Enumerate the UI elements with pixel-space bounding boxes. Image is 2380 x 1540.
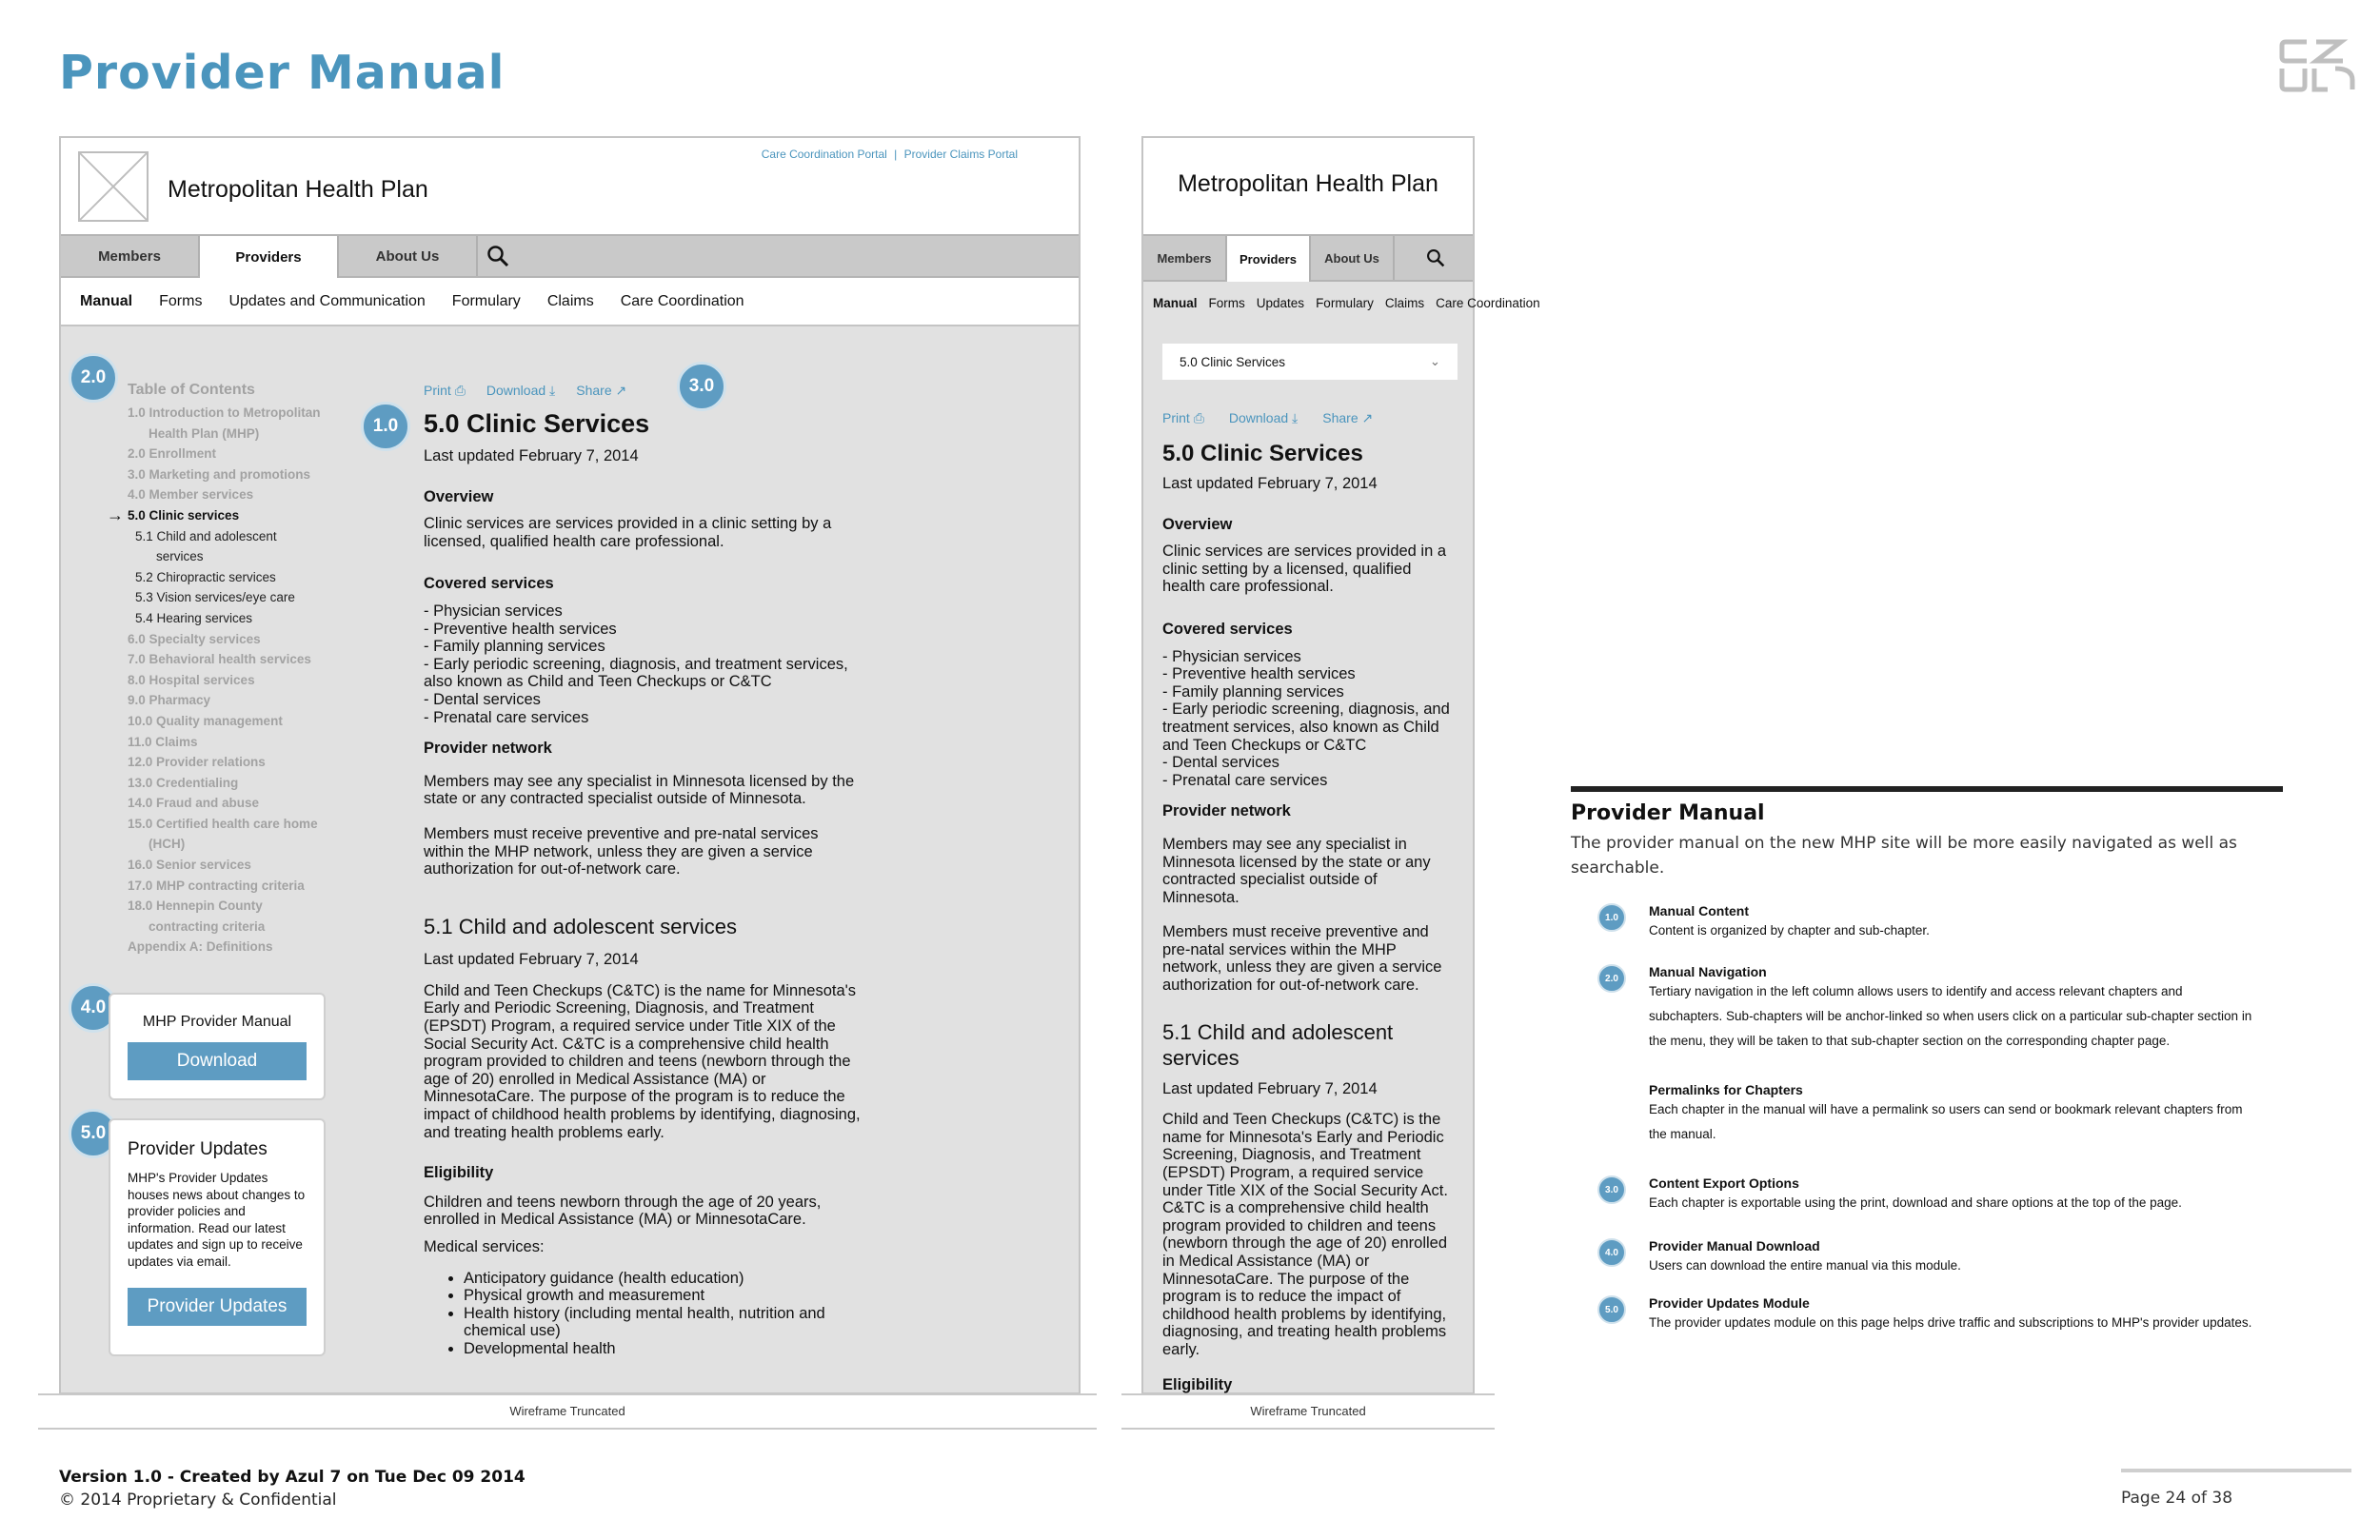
subnav-claims[interactable]: Claims	[1384, 295, 1425, 310]
mobile-primary-tabs	[1143, 234, 1473, 282]
list-item: • Physical growth and measurement	[464, 1287, 862, 1305]
note-item	[1571, 1238, 2256, 1278]
subnav-updates[interactable]: Updates and Communication	[228, 292, 426, 309]
print-link[interactable]: Print ⎙	[424, 383, 466, 398]
toc-item[interactable]: 5.3 Vision services/eye care	[135, 590, 295, 605]
ctc-text: Child and Teen Checkups (C&TC) is the name for Minnesota's Early and Periodic Screening, Diagnosis, and Treatment (EPSDT) Program, a required service under Title XIX of the Social Security Act. C&TC is a comprehensive child health program provided to children and teens (newborn through the age of 20) enrolled in Medical Assistance (MA) or MinnesotaCare. The purpose of the program is to reduce the impact of childhood health problems by identifying, diagnosing, and treating health problems early.	[1162, 1111, 1448, 1358]
note-item	[1571, 1175, 2256, 1215]
last-updated: Last updated February 7, 2014	[1162, 475, 1378, 492]
share-icon: ↗	[1361, 410, 1374, 425]
toc-item[interactable]: 4.0 Member services	[128, 487, 254, 503]
subnav-manual[interactable]: Manual	[1153, 295, 1198, 310]
toc-item[interactable]: Health Plan (MHP)	[149, 425, 260, 441]
eligibility-heading: Eligibility	[1162, 1375, 1233, 1393]
note-item	[1571, 1295, 2256, 1335]
note-callout: 1.0	[1597, 903, 1626, 932]
download-icon: ⤓	[549, 383, 556, 398]
cz-ul-logo-icon	[2278, 38, 2354, 93]
mobile-tab-about-us[interactable]: About Us	[1311, 236, 1395, 280]
covered-list	[1162, 648, 1458, 790]
page-title: Provider Manual	[59, 46, 506, 100]
overview-heading: Overview	[424, 487, 494, 505]
logo-placeholder	[78, 151, 149, 222]
toc-item[interactable]: 11.0 Claims	[128, 734, 198, 749]
share-link[interactable]: Share ↗	[576, 383, 627, 398]
share-link[interactable]: Share ↗	[1322, 410, 1374, 425]
download-link[interactable]: Download ⤓	[486, 383, 556, 398]
toc-item[interactable]: 5.2 Chiropractic services	[135, 569, 276, 584]
list-item: - Family planning services	[424, 638, 605, 656]
toc-item[interactable]: 6.0 Specialty services	[128, 631, 261, 646]
arrow-right-icon: →	[107, 504, 124, 524]
note-text: Each chapter in the manual will have a permalink so users can send or bookmark relevant chapters from the manual.	[1649, 1102, 2243, 1141]
download-link[interactable]: Download ⤓	[1228, 410, 1299, 425]
manual-download-button[interactable]: Download	[128, 1042, 307, 1080]
toc-item[interactable]: contracting criteria	[149, 918, 266, 934]
subnav-formulary[interactable]: Formulary	[1316, 295, 1374, 310]
eligibility-text: Children and teens newborn through the age of 20 years, enrolled in Medical Assistance (MA) or MinnesotaCare.	[424, 1193, 822, 1229]
subnav-forms[interactable]: Forms	[1208, 295, 1245, 310]
toc-item[interactable]: 10.0 Quality management	[128, 713, 283, 728]
toc-item[interactable]: 16.0 Senior services	[128, 858, 251, 873]
mobile-wireframe	[1141, 136, 1540, 1394]
list-item: - Dental services	[424, 690, 541, 708]
download-icon: ⤓	[1292, 410, 1299, 425]
provider-claims-portal-link[interactable]: Provider Claims Portal	[903, 148, 1018, 161]
site-header	[61, 138, 1079, 236]
note-callout: 2.0	[1597, 964, 1626, 993]
callout-2-0: 2.0	[69, 353, 118, 403]
note-callout: 5.0	[1597, 1295, 1626, 1324]
toc-item[interactable]: 5.1 Child and adolescent	[135, 528, 277, 543]
overview-text: Clinic services are services provided in a clinic setting by a licensed, qualified health care professional.	[1162, 543, 1447, 596]
note-heading: Provider Updates Module	[1649, 1295, 1810, 1311]
toc-item[interactable]: 13.0 Credentialing	[128, 775, 239, 790]
mobile-tab-providers[interactable]: Providers	[1227, 236, 1311, 282]
version-info: Version 1.0 - Created by Azul 7 on Tue Dec 09 2014	[59, 1468, 526, 1487]
utility-links	[762, 148, 1018, 161]
chapter-heading: 5.0 Clinic Services	[1162, 441, 1363, 466]
chapter-select[interactable]	[1162, 344, 1458, 380]
subnav-claims[interactable]: Claims	[546, 292, 594, 309]
callout-3-0: 3.0	[677, 362, 726, 411]
list-item: - Preventive health services	[424, 620, 617, 638]
toc-item[interactable]: 9.0 Pharmacy	[128, 693, 211, 708]
notes-title: Provider Manual	[1571, 801, 1765, 825]
toc-item[interactable]: 14.0 Fraud and abuse	[128, 796, 260, 811]
list-item: - Family planning services	[1162, 682, 1344, 701]
footer-rule	[2121, 1469, 2351, 1472]
note-heading: Content Export Options	[1649, 1175, 1799, 1191]
medical-services-list	[464, 1270, 862, 1358]
print-icon: ⎙	[454, 383, 466, 398]
network-heading: Provider network	[424, 740, 552, 758]
toc-item[interactable]: 3.0 Marketing and promotions	[128, 466, 311, 482]
provider-updates-module	[109, 1118, 326, 1356]
chapter-heading: 5.0 Clinic Services	[424, 409, 650, 438]
note-callout: 4.0	[1597, 1238, 1626, 1267]
overview-heading: Overview	[1162, 515, 1233, 533]
tab-about-us[interactable]: About Us	[339, 236, 478, 276]
list-item: - Early periodic screening, diagnosis, and treatment services, also known as Child and Teen Checkups or C&TC	[424, 655, 848, 691]
network-text-2: Members must receive preventive and pre-natal services within the MHP network, unless they are given a service authorization for out-of-network care.	[424, 824, 819, 879]
chapter-select-value: 5.0 Clinic Services	[1180, 354, 1286, 369]
manual-content	[424, 409, 862, 1358]
ctc-text: Child and Teen Checkups (C&TC) is the name for Minnesota's Early and Periodic Screening, Diagnosis, and Treatment (EPSDT) Program, a required service under Title XIX of the Social Security Act. C&TC is a comprehensive child health program provided to children and teens (newborn through the age of 20) enrolled in Medical Assistance (MA) or MinnesotaCare. The purpose of the program is to reduce the impact of childhood health problems by identifying, diagnosing, and treating health problems early.	[424, 981, 861, 1141]
toc-item[interactable]: 17.0 MHP contracting criteria	[128, 878, 305, 893]
list-item: - Dental services	[1162, 754, 1279, 772]
toc-item[interactable]: 18.0 Hennepin County	[128, 898, 263, 914]
toc-item[interactable]: 12.0 Provider relations	[128, 755, 266, 770]
share-icon: ↗	[615, 383, 627, 398]
subnav-formulary[interactable]: Formulary	[451, 292, 521, 309]
site-brand[interactable]: Metropolitan Health Plan	[168, 176, 428, 203]
mobile-brand[interactable]: Metropolitan Health Plan	[1178, 170, 1438, 197]
provider-updates-button[interactable]: Provider Updates	[128, 1288, 307, 1326]
note-item	[1571, 1082, 2256, 1147]
search-icon	[486, 245, 509, 267]
toc-item-current[interactable]: 5.0 Clinic services →	[107, 504, 240, 524]
notes-intro: The provider manual on the new MHP site will be more easily navigated as well as searchable.	[1571, 834, 2237, 878]
callout-4-0: 4.0	[69, 983, 118, 1033]
tertiary-nav	[61, 278, 1079, 326]
tab-providers[interactable]: Providers	[200, 236, 339, 278]
list-item: - Prenatal care services	[424, 708, 589, 726]
toc-item[interactable]: 8.0 Hospital services	[128, 672, 255, 687]
note-item	[1571, 903, 2256, 943]
subchapter-heading: 5.1 Child and adolescent services	[1162, 1019, 1394, 1070]
subchapter-heading: 5.1 Child and adolescent services	[424, 914, 737, 938]
network-text-1: Members may see any specialist in Minnesota licensed by the state or any contracted specialist outside of Minnesota.	[1162, 835, 1431, 906]
covered-list	[424, 602, 862, 726]
toc-item[interactable]: services	[156, 549, 204, 564]
mobile-manual-content	[1162, 441, 1458, 1393]
mobile-tab-members[interactable]: Members	[1143, 236, 1227, 280]
utility-separator: |	[894, 148, 898, 161]
notes-list	[1571, 903, 2294, 1335]
manual-download-module	[109, 993, 326, 1100]
last-updated: Last updated February 7, 2014	[424, 447, 639, 464]
list-item: - Physician services	[424, 602, 563, 620]
toc-item[interactable]: 1.0 Introduction to Metropolitan	[128, 405, 321, 420]
manual-module-title: MHP Provider Manual	[142, 1014, 292, 1030]
page-number: Page 24 of 38	[2121, 1489, 2233, 1508]
chevron-down-icon: ⌄	[1429, 354, 1440, 368]
list-item: - Preventive health services	[1162, 665, 1356, 683]
last-updated-2: Last updated February 7, 2014	[1162, 1079, 1378, 1097]
list-item: - Physician services	[1162, 647, 1301, 665]
updates-module-title: Provider Updates	[128, 1139, 268, 1159]
list-item: - Prenatal care services	[1162, 771, 1328, 789]
note-item	[1571, 964, 2256, 1054]
toc-title: Table of Contents	[128, 382, 255, 398]
toc-item[interactable]: Appendix A: Definitions	[128, 939, 273, 955]
callout-1-0: 1.0	[361, 402, 410, 451]
last-updated-2: Last updated February 7, 2014	[424, 951, 639, 969]
callout-5-0: 5.0	[69, 1109, 118, 1158]
note-text: Each chapter is exportable using the print, download and share options at the top of the page.	[1649, 1195, 2182, 1210]
updates-module-body: MHP's Provider Updates houses news about changes to provider policies and information. Read our latest updates and sign up to receive updates via email.	[128, 1171, 306, 1269]
print-icon: ⎙	[1193, 410, 1204, 425]
subnav-care-coordination[interactable]: Care Coordination	[620, 292, 744, 309]
subnav-forms[interactable]: Forms	[159, 292, 203, 309]
toc-item[interactable]: 15.0 Certified health care home	[128, 816, 318, 831]
desktop-wireframe	[59, 136, 1081, 1394]
subnav-updates[interactable]: Updates	[1256, 295, 1305, 310]
network-heading: Provider network	[1162, 802, 1291, 820]
search-button[interactable]	[478, 236, 518, 276]
care-coordination-portal-link[interactable]: Care Coordination Portal	[761, 148, 887, 161]
tab-members[interactable]: Members	[61, 236, 200, 276]
note-text: Content is organized by chapter and sub-chapter.	[1649, 923, 1930, 938]
mobile-search-button[interactable]	[1395, 236, 1477, 280]
note-text: The provider updates module on this page helps drive traffic and subscriptions to MHP's provider updates.	[1649, 1315, 2252, 1330]
list-item: • Developmental health	[464, 1340, 862, 1358]
notes-divider	[1571, 786, 2283, 792]
mobile-truncated-label: Wireframe Truncated	[1121, 1393, 1495, 1430]
note-heading: Provider Manual Download	[1649, 1238, 1820, 1254]
medical-services-heading: Medical services:	[424, 1238, 545, 1255]
list-item: • Anticipatory guidance (health education)	[464, 1270, 862, 1288]
table-of-contents	[107, 403, 337, 958]
toc-item[interactable]: 7.0 Behavioral health services	[128, 652, 311, 667]
network-text-2: Members must receive preventive and pre-natal services within the MHP network, unless they are given a service authorization for out-of-network care.	[1162, 923, 1442, 995]
export-actions	[424, 383, 626, 399]
covered-heading: Covered services	[1162, 620, 1293, 638]
covered-heading: Covered services	[424, 575, 554, 593]
note-text: Tertiary navigation in the left column allows users to identify and access relevant chapters and subchapters. Sub-chapters will be anchor-linked so when users click on a particular sub-chapter section in the menu, they will be taken to that sub-chapter section on the corresponding chapter page.	[1649, 984, 2252, 1048]
mobile-tertiary-nav	[1143, 282, 1676, 324]
note-callout: 3.0	[1597, 1175, 1626, 1204]
eligibility-heading: Eligibility	[424, 1164, 494, 1182]
notes-panel	[1571, 801, 2294, 1335]
note-heading: Manual Navigation	[1649, 964, 1767, 979]
toc-item[interactable]: (HCH)	[149, 837, 186, 852]
list-item: - Early periodic screening, diagnosis, and treatment services, also known as Child and Teen Checkups or C&TC	[1162, 701, 1450, 754]
primary-tabs	[61, 234, 1079, 278]
subnav-care-coordination[interactable]: Care Coordination	[1436, 295, 1540, 310]
print-link[interactable]: Print ⎙	[1162, 410, 1204, 425]
mobile-site-header	[1143, 138, 1473, 236]
subnav-manual[interactable]: Manual	[80, 292, 133, 309]
network-text-1: Members may see any specialist in Minnesota licensed by the state or any contracted specialist outside of Minnesota.	[424, 772, 855, 808]
note-heading: Permalinks for Chapters	[1649, 1082, 1803, 1097]
note-text: Users can download the entire manual via this module.	[1649, 1258, 1961, 1273]
note-heading: Manual Content	[1649, 903, 1749, 918]
search-icon	[1426, 248, 1445, 267]
copyright: © 2014 Proprietary & Confidential	[59, 1491, 337, 1510]
desktop-truncated-label: Wireframe Truncated	[38, 1393, 1097, 1430]
overview-text: Clinic services are services provided in a clinic setting by a licensed, qualified health care professional.	[424, 515, 832, 550]
toc-item[interactable]: 2.0 Enrollment	[128, 446, 217, 462]
list-item: • Health history (including mental health, nutrition and chemical use)	[464, 1305, 862, 1340]
toc-item[interactable]: 5.4 Hearing services	[135, 610, 253, 625]
mobile-export-actions	[1162, 410, 1373, 426]
